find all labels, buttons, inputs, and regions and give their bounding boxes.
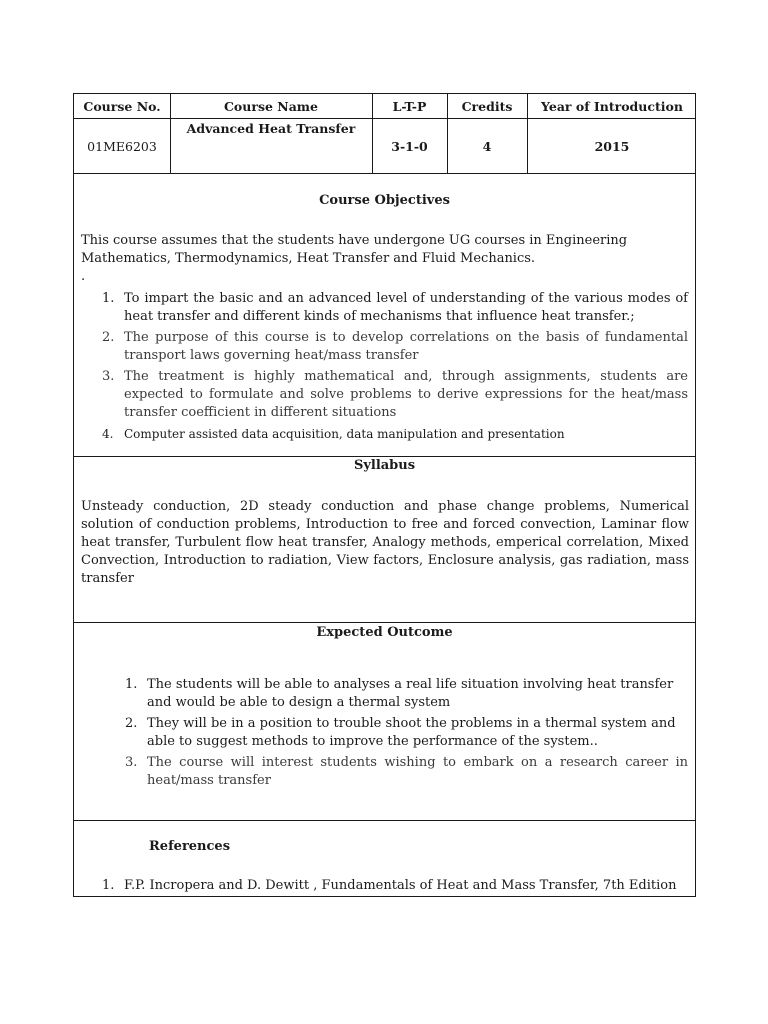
course-name: Advanced Heat Transfer xyxy=(186,121,356,136)
list-item: 1. To impart the basic and an advanced level of understanding of the various modes of heat transfer and different kinds of mechanisms that influence heat transfer.; xyxy=(102,291,688,324)
objectives-list xyxy=(102,290,688,443)
course-credits: 4 xyxy=(482,139,492,154)
course-row-divider xyxy=(74,173,695,174)
header-ltp: L-T-P xyxy=(392,99,427,114)
outcome-divider xyxy=(74,820,695,821)
syllabus-text: Unsteady conduction, 2D steady conduction and phase change problems, Numerical solution of conduction problems, Introduction to free and forced convection, Laminar flow heat transfer, Turbulent flow heat transfer, Analogy methods, emperical correlation, Mixed Convection, Introduction to radiation, View factors, Enclosure analysis, gas radiation, mass transfer xyxy=(81,499,689,586)
header-credits: Credits xyxy=(461,99,513,114)
course-year: 2015 xyxy=(594,139,630,154)
header-course-no: Course No. xyxy=(83,99,161,114)
objectives-title: Course Objectives xyxy=(319,193,450,208)
outcome-title: Expected Outcome xyxy=(316,625,453,640)
header-divider xyxy=(74,118,695,119)
header-course-name: Course Name xyxy=(223,99,318,114)
course-table xyxy=(73,93,696,897)
list-item: 1. The students will be able to analyses a real life situation involving heat transfer and would be able to design a thermal system xyxy=(125,677,674,710)
outcome-list xyxy=(125,676,688,790)
course-number: 01ME6203 xyxy=(87,139,157,154)
list-item: 4. Computer assisted data acquisition, data manipulation and presentation xyxy=(102,427,565,441)
header-year: Year of Introduction xyxy=(541,99,683,114)
course-ltp: 3-1-0 xyxy=(391,139,428,154)
list-item: 2. The purpose of this course is to develop correlations on the basis of fundamental transport laws governing heat/mass transfer xyxy=(102,330,688,363)
objectives-dot: . xyxy=(81,269,86,284)
list-item: 3. The treatment is highly mathematical and, through assignments, students are expected to formulate and solve problems to derive expressions for the heat/mass transfer coefficient in different situations xyxy=(102,369,688,420)
objectives-intro: This course assumes that the students have undergone UG courses in Engineering Mathematics, Thermodynamics, Heat Transfer and Fluid Mechanics. xyxy=(81,233,628,266)
list-item: 1. F.P. Incropera and D. Dewitt , Fundamentals of Heat and Mass Transfer, 7th Edition xyxy=(102,878,677,893)
objectives-divider xyxy=(74,456,695,457)
list-item: 3. The course will interest students wishing to embark on a research career in heat/mass transfer xyxy=(125,755,688,788)
references-title: References xyxy=(149,839,231,854)
references-list xyxy=(102,877,694,895)
syllabus-divider xyxy=(74,622,695,623)
syllabus-title: Syllabus xyxy=(353,458,416,473)
list-item: 2. They will be in a position to trouble shoot the problems in a thermal system and able to suggest methods to improve the performance of the system.. xyxy=(125,716,676,749)
